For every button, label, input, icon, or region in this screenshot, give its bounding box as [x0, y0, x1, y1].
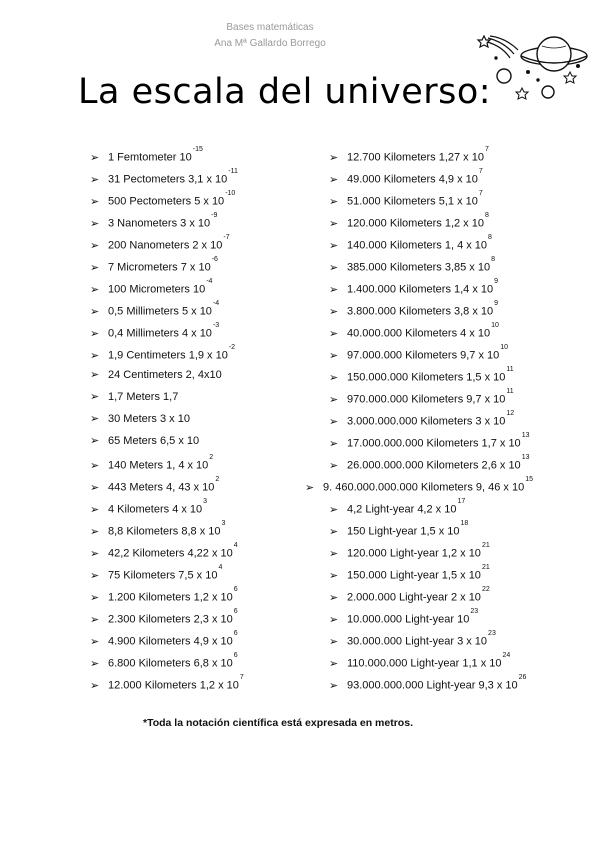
item-text: 26.000.000.000 Kilometers 2,6 x 10 — [347, 459, 521, 472]
comet-icon — [478, 36, 518, 58]
item-exponent: 4 — [233, 542, 238, 549]
item-text: 3 Nanometers 3 x 10 — [108, 217, 211, 230]
item-exponent: -11 — [228, 168, 238, 175]
arrow-bullet-icon: ➢ — [329, 591, 339, 604]
item-text: 443 Meters 4, 43 x 10 — [108, 481, 215, 494]
item-text: 385.000 Kilometers 3,85 x 10 — [347, 261, 491, 274]
item-text: 30.000.000 Light-year 3 x 10 — [347, 635, 488, 648]
list-item — [90, 650, 300, 672]
item-text: 9. 460.000.000.000 Kilometers 9, 46 x 10 — [323, 481, 525, 494]
arrow-bullet-icon: ➢ — [329, 327, 339, 340]
item-exponent: 21 — [481, 542, 490, 549]
item-text: 3.800.000 Kilometers 3,8 x 10 — [347, 305, 494, 318]
item-exponent: 3 — [203, 498, 208, 505]
arrow-bullet-icon: ➢ — [90, 591, 100, 604]
item-text: 1,9 Centimeters 1,9 x 10 — [108, 349, 228, 362]
list-item — [305, 210, 595, 232]
arrow-bullet-icon: ➢ — [90, 151, 100, 164]
item-exponent: 8 — [488, 234, 492, 241]
item-text: 40.000.000 Kilometers 4 x 10 — [347, 327, 491, 340]
footnote: *Toda la notación científica está expresada en metros. — [143, 717, 413, 729]
arrow-bullet-icon: ➢ — [329, 283, 339, 296]
page-title: La escala del universo: — [78, 72, 492, 112]
arrow-bullet-icon: ➢ — [90, 635, 100, 648]
list-item — [305, 496, 595, 518]
arrow-bullet-icon: ➢ — [329, 349, 339, 362]
list-item — [90, 276, 300, 298]
item-text: 200 Nanometers 2 x 10 — [108, 239, 223, 252]
arrow-bullet-icon: ➢ — [329, 679, 339, 692]
list-item — [90, 496, 300, 518]
list-item — [90, 584, 300, 606]
list-item — [305, 232, 595, 254]
item-exponent: 26 — [518, 674, 527, 681]
item-exponent: 2 — [209, 454, 214, 461]
arrow-bullet-icon: ➢ — [90, 391, 100, 403]
arrow-bullet-icon: ➢ — [329, 151, 339, 164]
item-text: 110.000.000 Light-year 1,1 x 10 — [347, 657, 502, 670]
arrow-bullet-icon: ➢ — [329, 305, 339, 318]
list-item — [90, 518, 300, 540]
arrow-bullet-icon: ➢ — [329, 195, 339, 208]
item-text: 10.000.000 Light-year 10 — [347, 613, 470, 626]
item-text: 150.000.000 Kilometers 1,5 x 10 — [347, 371, 506, 384]
list-item — [305, 298, 595, 320]
list-item — [90, 562, 300, 584]
item-exponent: 23 — [470, 608, 479, 615]
item-text: 30 Meters 3 x 10 — [108, 413, 190, 425]
list-item — [90, 320, 300, 342]
arrow-bullet-icon: ➢ — [329, 437, 339, 450]
item-exponent: 13 — [521, 432, 530, 439]
list-item — [305, 650, 595, 672]
item-text: 42,2 Kilometers 4,22 x 10 — [108, 547, 233, 560]
item-text: 6.800 Kilometers 6,8 x 10 — [108, 657, 233, 670]
item-exponent: -9 — [211, 212, 218, 219]
item-text: 1.400.000 Kilometers 1,4 x 10 — [347, 283, 494, 296]
arrow-bullet-icon: ➢ — [90, 369, 100, 381]
list-item — [305, 430, 595, 452]
item-text: 970.000.000 Kilometers 9,7 x 10 — [347, 393, 506, 406]
list-item — [305, 584, 595, 606]
arrow-bullet-icon: ➢ — [329, 503, 339, 516]
item-text: 4,2 Light-year 4,2 x 10 — [347, 503, 457, 516]
list-item — [305, 452, 595, 474]
list-item — [305, 364, 595, 386]
arrow-bullet-icon: ➢ — [329, 217, 339, 230]
item-exponent: 17 — [457, 498, 466, 505]
list-item — [305, 540, 595, 562]
item-exponent: 7 — [484, 146, 489, 153]
item-exponent: 24 — [502, 652, 511, 659]
item-exponent: 6 — [233, 586, 238, 593]
list-item — [305, 166, 595, 188]
list-item — [305, 672, 595, 694]
item-exponent: -7 — [223, 234, 230, 241]
header-subject: Bases matemáticas — [226, 22, 314, 33]
item-text: 1.200 Kilometers 1,2 x 10 — [108, 591, 233, 604]
item-exponent: 11 — [506, 366, 514, 373]
item-exponent: -2 — [228, 344, 236, 351]
list-item — [90, 364, 300, 386]
item-text: 0,4 Millimeters 4 x 10 — [108, 327, 212, 340]
item-exponent: 21 — [481, 564, 490, 571]
item-text: 7 Micrometers 7 x 10 — [108, 261, 211, 274]
arrow-bullet-icon: ➢ — [90, 195, 100, 208]
arrow-bullet-icon: ➢ — [90, 525, 100, 538]
item-text: 8,8 Kilometers 8,8 x 10 — [108, 525, 221, 538]
item-text: 1,7 Meters 1,7 — [108, 391, 179, 403]
list-item — [305, 144, 595, 166]
list-item — [305, 342, 595, 364]
item-text: 2.300 Kilometers 2,3 x 10 — [108, 613, 233, 626]
item-text: 17.000.000.000 Kilometers 1,7 x 10 — [347, 437, 521, 450]
list-item — [90, 342, 300, 364]
arrow-bullet-icon: ➢ — [329, 261, 339, 274]
item-exponent: 13 — [521, 454, 530, 461]
item-text: 4 Kilometers 4 x 10 — [108, 503, 203, 516]
item-exponent: 6 — [233, 630, 238, 637]
list-item — [90, 452, 300, 474]
arrow-bullet-icon: ➢ — [90, 481, 100, 494]
arrow-bullet-icon: ➢ — [90, 547, 100, 560]
list-item — [305, 628, 595, 650]
arrow-bullet-icon: ➢ — [90, 435, 100, 447]
item-text: 140.000 Kilometers 1, 4 x 10 — [347, 239, 488, 252]
item-exponent: 9 — [494, 278, 499, 285]
item-exponent: 2 — [215, 476, 220, 483]
list-item — [305, 276, 595, 298]
item-exponent: 6 — [233, 608, 238, 615]
planet-icon — [497, 69, 511, 83]
item-text: 51.000 Kilometers 5,1 x 10 — [347, 195, 478, 208]
item-exponent: -15 — [192, 146, 203, 153]
item-text: 120.000 Kilometers 1,2 x 10 — [347, 217, 484, 230]
document-header — [0, 20, 540, 52]
list-item — [305, 562, 595, 584]
item-text: 4.900 Kilometers 4,9 x 10 — [108, 635, 233, 648]
item-exponent: 11 — [506, 388, 514, 395]
item-exponent: 3 — [221, 520, 226, 527]
item-exponent: -3 — [212, 322, 220, 329]
item-exponent: 7 — [478, 190, 483, 197]
item-exponent: 7 — [478, 168, 483, 175]
item-text: 75 Kilometers 7,5 x 10 — [108, 569, 218, 582]
list-item — [305, 320, 595, 342]
item-exponent: 22 — [481, 586, 490, 593]
arrow-bullet-icon: ➢ — [90, 283, 100, 296]
arrow-bullet-icon: ➢ — [329, 459, 339, 472]
arrow-bullet-icon: ➢ — [329, 613, 339, 626]
item-exponent: 9 — [494, 300, 499, 307]
list-item — [90, 672, 300, 694]
list-item — [90, 628, 300, 650]
item-exponent: -6 — [211, 256, 218, 263]
item-text: 500 Pectometers 5 x 10 — [108, 195, 225, 208]
list-item — [90, 474, 300, 496]
arrow-bullet-icon: ➢ — [90, 613, 100, 626]
item-text: 1 Femtometer 10 — [108, 151, 192, 164]
arrow-bullet-icon: ➢ — [90, 173, 100, 186]
item-text: 12.700 Kilometers 1,27 x 10 — [347, 151, 484, 164]
list-item — [90, 298, 300, 320]
item-exponent: 23 — [488, 630, 496, 637]
list-item — [90, 188, 300, 210]
list-item — [305, 386, 595, 408]
item-text: 120.000 Light-year 1,2 x 10 — [347, 547, 481, 560]
arrow-bullet-icon: ➢ — [90, 327, 100, 340]
list-item — [90, 606, 300, 628]
arrow-bullet-icon: ➢ — [90, 569, 100, 582]
item-exponent: 8 — [491, 256, 495, 263]
scale-list-left — [90, 144, 300, 694]
list-item — [90, 408, 300, 430]
item-text: 2.000.000 Light-year 2 x 10 — [347, 591, 481, 604]
item-text: 150 Light-year 1,5 x 10 — [347, 525, 460, 538]
item-exponent: -4 — [212, 300, 220, 307]
arrow-bullet-icon: ➢ — [90, 349, 100, 362]
arrow-bullet-icon: ➢ — [90, 679, 100, 692]
list-item — [90, 386, 300, 408]
arrow-bullet-icon: ➢ — [329, 415, 339, 428]
arrow-bullet-icon: ➢ — [329, 657, 339, 670]
item-text: 140 Meters 1, 4 x 10 — [108, 459, 209, 472]
item-exponent: 18 — [460, 520, 469, 527]
arrow-bullet-icon: ➢ — [90, 217, 100, 230]
item-text: 97.000.000 Kilometers 9,7 x 10 — [347, 349, 500, 362]
space-illustration — [468, 28, 592, 100]
moon-icon — [542, 86, 554, 98]
item-text: 150.000 Light-year 1,5 x 10 — [347, 569, 481, 582]
arrow-bullet-icon: ➢ — [329, 569, 339, 582]
item-text: 49.000 Kilometers 4,9 x 10 — [347, 173, 478, 186]
arrow-bullet-icon: ➢ — [329, 393, 339, 406]
list-item — [90, 166, 300, 188]
arrow-bullet-icon: ➢ — [90, 657, 100, 670]
list-item — [305, 474, 595, 496]
arrow-bullet-icon: ➢ — [90, 261, 100, 274]
list-item — [90, 210, 300, 232]
header-author: Ana Mª Gallardo Borrego — [214, 38, 326, 49]
list-item — [305, 518, 595, 540]
item-text: 0,5 Millimeters 5 x 10 — [108, 305, 212, 318]
arrow-bullet-icon: ➢ — [329, 173, 339, 186]
item-exponent: 12 — [506, 410, 515, 417]
arrow-bullet-icon: ➢ — [329, 635, 339, 648]
arrow-bullet-icon: ➢ — [90, 239, 100, 252]
list-item — [90, 540, 300, 562]
list-item — [305, 254, 595, 276]
scale-list-right — [305, 144, 595, 694]
item-exponent: 4 — [218, 564, 223, 571]
item-exponent: -4 — [206, 278, 213, 285]
item-exponent: 15 — [525, 476, 533, 483]
arrow-bullet-icon: ➢ — [90, 503, 100, 516]
item-exponent: -10 — [225, 190, 236, 197]
item-text: 93.000.000.000 Light-year 9,3 x 10 — [347, 679, 518, 692]
item-text: 65 Meters 6,5 x 10 — [108, 435, 200, 447]
arrow-bullet-icon: ➢ — [90, 459, 100, 472]
arrow-bullet-icon: ➢ — [329, 371, 339, 384]
item-text: 24 Centimeters 2, 4x10 — [108, 369, 222, 381]
arrow-bullet-icon: ➢ — [305, 481, 315, 494]
item-text: 3.000.000.000 Kilometers 3 x 10 — [347, 415, 506, 428]
item-exponent: 8 — [484, 212, 489, 219]
arrow-bullet-icon: ➢ — [329, 547, 339, 560]
arrow-bullet-icon: ➢ — [329, 525, 339, 538]
item-exponent: 7 — [239, 674, 244, 681]
list-item — [305, 606, 595, 628]
item-exponent: 6 — [233, 652, 238, 659]
item-text: 12.000 Kilometers 1,2 x 10 — [108, 679, 239, 692]
list-item — [305, 188, 595, 210]
list-item — [90, 254, 300, 276]
item-text: 100 Micrometers 10 — [108, 283, 206, 296]
list-item — [305, 408, 595, 430]
item-exponent: 10 — [491, 322, 499, 329]
arrow-bullet-icon: ➢ — [329, 239, 339, 252]
arrow-bullet-icon: ➢ — [90, 305, 100, 318]
list-item — [90, 430, 300, 452]
list-item — [90, 144, 300, 166]
list-item — [90, 232, 300, 254]
item-text: 31 Pectometers 3,1 x 10 — [108, 173, 228, 186]
arrow-bullet-icon: ➢ — [90, 413, 100, 425]
item-exponent: 10 — [500, 344, 509, 351]
